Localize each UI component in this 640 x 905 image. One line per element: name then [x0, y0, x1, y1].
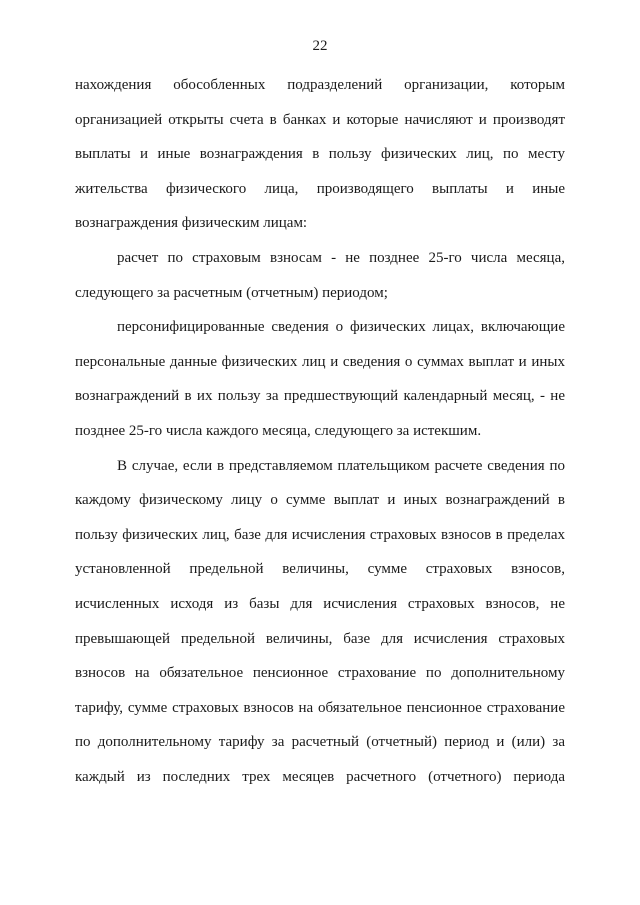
paragraph-2: расчет по страховым взносам - не позднее 25-го числа месяца, следующего за расчетным (отчетным) периодом; [75, 249, 565, 301]
document-body [75, 68, 565, 794]
page-number: 22 [312, 38, 328, 54]
paragraph-3: персонифицированные сведения о физических лицах, включающие персональные данные физических лиц и сведения о суммах выплат и иных вознаграждений в их пользу за предшествующий календарный месяц, - не позднее 25-го числа каждого месяца, следующего за истекшим. [75, 319, 565, 439]
paragraph-1: нахождения обособленных подразделений организации, которым организацией открыты счета в банках и которые начисляют и производят выплаты и иные вознаграждения в пользу физических лиц, по месту жительства физического лица, производящего выплаты и иные вознаграждения физическим лицам: [75, 77, 565, 232]
paragraph-4: В случае, если в представляемом плательщиком расчете сведения по каждому физическому лицу о сумме выплат и иных вознаграждений в пользу физических лиц, базе для исчисления страховых взносов в пределах установленной предельной величины, сумме страховых взносов, исчисленных исходя из базы для исчисления страховых взносов, не превышающей предельной величины, базе для исчисления страховых взносов на обязательное пенсионное страхование по дополнительному тарифу, сумме страховых взносов на обязательное пенсионное страхование по дополнительному тарифу за расчетный (отчетный) период и (или) за каждый из последних трех месяцев расчетного (отчетного) периода [75, 457, 565, 785]
